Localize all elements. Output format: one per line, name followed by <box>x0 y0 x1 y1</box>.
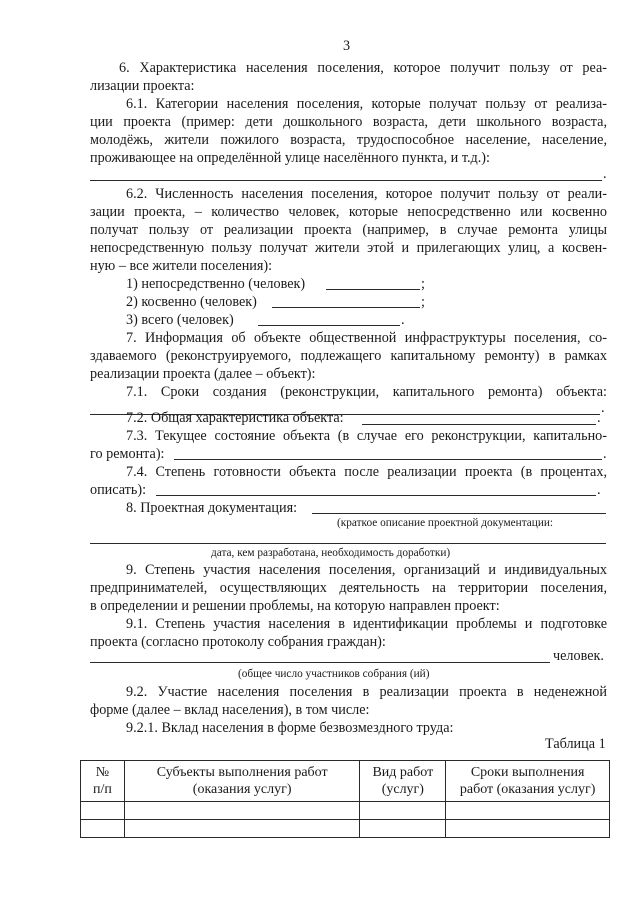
count-indirect-label: 2) косвенно (человек) <box>126 294 257 310</box>
section-7-2-line-1: 7.2. Общая характеристика объекта: <box>126 410 344 426</box>
count-total-field <box>258 325 400 326</box>
section-6-1-line-2: ции проекта (пример: дети дошкольного возраста, дети школьного возраста, <box>90 114 607 130</box>
table-cell[interactable] <box>446 820 610 838</box>
fill-line-6-1 <box>90 180 602 181</box>
fill-line-7-4-end: . <box>597 482 601 498</box>
section-9-2-1-line-1: 9.2.1. Вклад населения в форме безвозмездного труда: <box>126 720 454 736</box>
table-row <box>81 820 610 838</box>
table-header-row <box>81 761 610 802</box>
section-6-line-1: 6. Характеристика населения поселения, которое получит пользу от реа- <box>119 60 607 76</box>
participants-unit: человек. <box>553 648 604 664</box>
fill-line-9-1 <box>90 662 550 663</box>
table-cell[interactable] <box>360 820 446 838</box>
section-9-line-3: в определении и решении проблемы, на которую направлен проект: <box>90 598 500 614</box>
count-direct-label: 1) непосредственно (человек) <box>126 276 306 292</box>
fill-line-6-1-end: . <box>603 166 607 182</box>
section-7-line-1: 7. Информация об объекте общественной инфраструктуры поселения, со- <box>126 330 607 346</box>
header-subjects: Субъекты выполнения работ (оказания услуг) <box>124 761 360 802</box>
section-7-3-line-2: го ремонта): <box>90 446 165 462</box>
section-6-2-line-1: 6.2. Численность населения поселения, которое получит пользу от реали- <box>126 186 607 202</box>
section-6-2-line-3: получат пользу от реализации проекта (например, в случае ремонта улицы <box>90 222 607 238</box>
header-number: № п/п <box>81 761 125 802</box>
header-work-type: Вид работ (услуг) <box>360 761 446 802</box>
header-deadlines: Сроки выполнения работ (оказания услуг) <box>446 761 610 802</box>
fill-line-7-3-end: . <box>603 446 607 462</box>
fill-line-7-2-end: . <box>597 410 601 426</box>
table-cell[interactable] <box>124 802 360 820</box>
fill-line-7-3 <box>174 459 602 460</box>
count-total-label: 3) всего (человек) <box>126 312 234 328</box>
table-cell[interactable] <box>81 802 125 820</box>
section-6-1-line-4: проживающее на определённой улице населённого пункта, и т.д.): <box>90 150 490 166</box>
table-cell[interactable] <box>124 820 360 838</box>
count-total-period: . <box>401 312 405 328</box>
section-6-2-line-4: непосредственную пользу получат жители этой и прилегающих улиц, а косвен- <box>90 240 607 256</box>
labor-contribution-table <box>80 760 610 838</box>
fill-line-7-1-end: . <box>601 400 605 416</box>
count-direct-semicolon: ; <box>421 276 425 292</box>
section-9-1-line-1: 9.1. Степень участия населения в идентификации проблемы и подготовке <box>126 616 607 632</box>
section-9-2-line-2: форме (далее – вклад населения), в том числе: <box>90 702 370 718</box>
section-9-1-line-2: проекта (согласно протоколу собрания граждан): <box>90 634 386 650</box>
table-caption: Таблица 1 <box>545 736 606 752</box>
section-9-1-caption: (общее число участников собрания (ий) <box>238 668 430 680</box>
table-cell[interactable] <box>446 802 610 820</box>
section-7-1-line-1: 7.1. Сроки создания (реконструкции, капитального ремонта) объекта: <box>126 384 607 400</box>
section-6-1-line-3: молодёжь, жители пожилого возраста, трудоспособное население, население, <box>90 132 607 148</box>
section-7-3-line-1: 7.3. Текущее состояние объекта (в случае его реконструкции, капитально- <box>126 428 607 444</box>
count-direct-field <box>326 289 420 290</box>
count-indirect-semicolon: ; <box>421 294 425 310</box>
fill-line-8-2 <box>90 543 606 544</box>
page-number: 3 <box>343 38 351 54</box>
count-indirect-field <box>272 307 420 308</box>
section-6-line-2: лизации проекта: <box>90 78 195 94</box>
table-cell[interactable] <box>360 802 446 820</box>
section-7-4-line-2: описать): <box>90 482 147 498</box>
section-7-line-3: реализации проекта (далее – объект): <box>90 366 316 382</box>
table-row <box>81 802 610 820</box>
section-6-2-line-2: зации проекта, – количество человек, которые непосредственно или косвенно <box>90 204 607 220</box>
section-8-line-1: 8. Проектная документация: <box>126 500 298 516</box>
section-7-line-2: здаваемого (реконструируемого, подлежащего капитальному ремонту) в рамках <box>90 348 607 364</box>
fill-line-7-2 <box>362 424 596 425</box>
fill-line-8 <box>312 513 606 514</box>
section-9-line-2: предпринимателей, осуществляющих деятельность на территории поселения, <box>90 580 607 596</box>
fill-line-7-4 <box>156 495 596 496</box>
section-6-1-line-1: 6.1. Категории населения поселения, которые получат пользу от реализа- <box>126 96 607 112</box>
section-7-4-line-1: 7.4. Степень готовности объекта после реализации проекта (в процентах, <box>126 464 607 480</box>
section-8-caption-2: дата, кем разработана, необходимость доработки) <box>211 547 451 559</box>
section-8-caption-1: (краткое описание проектной документации: <box>337 517 554 529</box>
section-9-line-1: 9. Степень участия населения поселения, организаций и индивидуальных <box>126 562 607 578</box>
table-cell[interactable] <box>81 820 125 838</box>
section-9-2-line-1: 9.2. Участие населения поселения в реализации проекта в неденежной <box>126 684 607 700</box>
section-6-2-line-5: ную – все жители поселения): <box>90 258 273 274</box>
